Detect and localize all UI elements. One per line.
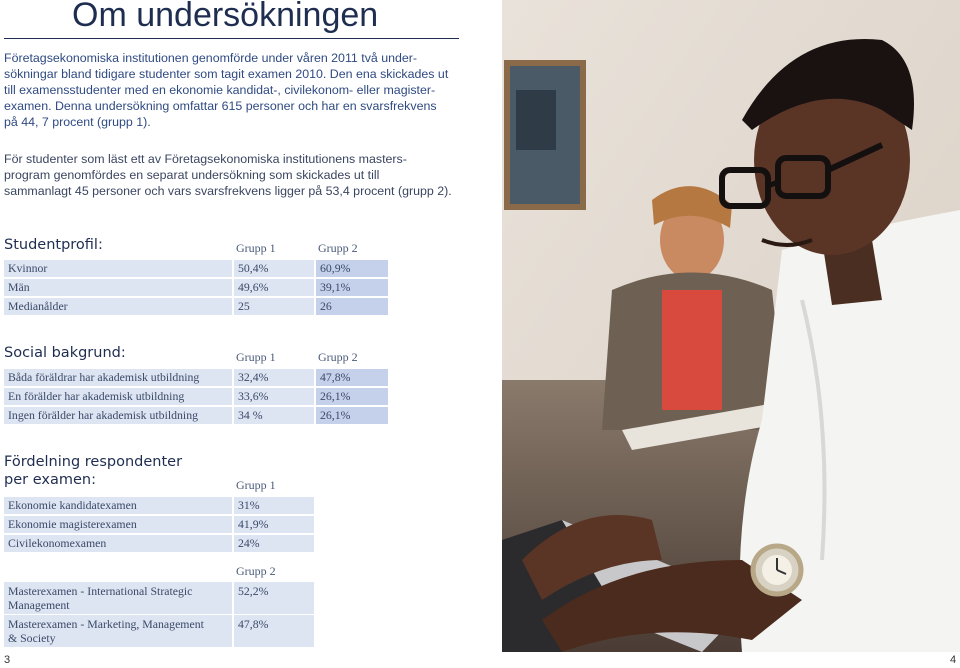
text-line: sammanlagt 45 personer och vars svarsfrekvens ligger på 53,4 procent (grupp 2). bbox=[4, 184, 452, 198]
social-grupp1-head: Grupp 1 bbox=[236, 350, 276, 364]
studentprofil-label: Studentprofil: bbox=[4, 237, 103, 253]
text-line: examen. Denna undersökning omfattar 615 personer och har en svarsfrekvens bbox=[4, 99, 437, 113]
social-label: Social bakgrund: bbox=[4, 345, 126, 361]
row-value-g1: 50,4% bbox=[234, 260, 314, 277]
intro-paragraph-2 bbox=[4, 151, 474, 199]
row-label: Medianålder bbox=[4, 298, 232, 315]
row-value: 41,9% bbox=[234, 516, 314, 533]
row-label: Civilekonomexamen bbox=[4, 535, 232, 552]
row-value-g2: 26,1% bbox=[316, 388, 388, 405]
row-value: 47,8% bbox=[234, 615, 314, 647]
row-value-g2: 26 bbox=[316, 298, 388, 315]
row-label: Båda föräldrar har akademisk utbildning bbox=[4, 369, 232, 386]
row-label: Ingen förälder har akademisk utbildning bbox=[4, 407, 232, 424]
row-value-g2: 47,8% bbox=[316, 369, 388, 386]
text-line: För studenter som läst ett av Företagsekonomiska institutionens masters- bbox=[4, 152, 407, 166]
row-label-line: Management bbox=[8, 598, 70, 612]
studentprofil-grupp2-head: Grupp 2 bbox=[318, 241, 358, 255]
page-number-right: 4 bbox=[950, 654, 957, 666]
fordelning-grupp2-head: Grupp 2 bbox=[236, 564, 276, 578]
row-value: 24% bbox=[234, 535, 314, 552]
studentprofil-grupp1-head: Grupp 1 bbox=[236, 241, 276, 255]
row-label: En förälder har akademisk utbildning bbox=[4, 388, 232, 405]
row-value-g1: 34 % bbox=[234, 407, 314, 424]
intro-paragraph-1 bbox=[4, 50, 474, 130]
row-label-line: Masterexamen - Marketing, Management bbox=[8, 617, 204, 631]
text-line: program genomfördes en separat undersökning som skickades ut till bbox=[4, 168, 380, 182]
fordelning-grupp1-head: Grupp 1 bbox=[236, 478, 276, 492]
student-photo bbox=[502, 0, 960, 652]
row-value-g2: 60,9% bbox=[316, 260, 388, 277]
row-value-g2: 26,1% bbox=[316, 407, 388, 424]
row-value: 31% bbox=[234, 497, 314, 514]
social-grupp2-head: Grupp 2 bbox=[318, 350, 358, 364]
row-label bbox=[4, 615, 232, 647]
title-rule bbox=[4, 38, 459, 39]
row-value-g1: 49,6% bbox=[234, 279, 314, 296]
text-line: till examensstudenter med en ekonomie kandidat-, civilekonom- eller magister- bbox=[4, 83, 436, 97]
page-number-left: 3 bbox=[4, 654, 11, 666]
row-value-g1: 33,6% bbox=[234, 388, 314, 405]
row-label-line: & Society bbox=[8, 631, 56, 645]
page-title: Om undersökningen bbox=[72, 0, 379, 34]
text-line: på 44, 7 procent (grupp 1). bbox=[4, 115, 151, 129]
fordelning-label-line2: per examen: bbox=[4, 472, 96, 488]
row-label bbox=[4, 582, 232, 614]
row-value-g1: 25 bbox=[234, 298, 314, 315]
row-label: Män bbox=[4, 279, 232, 296]
row-label: Kvinnor bbox=[4, 260, 232, 277]
row-value: 52,2% bbox=[234, 582, 314, 614]
row-label-line: Masterexamen - International Strategic bbox=[8, 584, 193, 598]
text-line: Företagsekonomiska institutionen genomförde under våren 2011 två under- bbox=[4, 51, 418, 65]
text-line: sökningar bland tidigare studenter som tagit examen 2010. Den ena skickades ut bbox=[4, 67, 449, 81]
row-value-g1: 32,4% bbox=[234, 369, 314, 386]
row-label: Ekonomie kandidatexamen bbox=[4, 497, 232, 514]
fordelning-label-line1: Fördelning respondenter bbox=[4, 454, 183, 470]
row-value-g2: 39,1% bbox=[316, 279, 388, 296]
row-label: Ekonomie magisterexamen bbox=[4, 516, 232, 533]
